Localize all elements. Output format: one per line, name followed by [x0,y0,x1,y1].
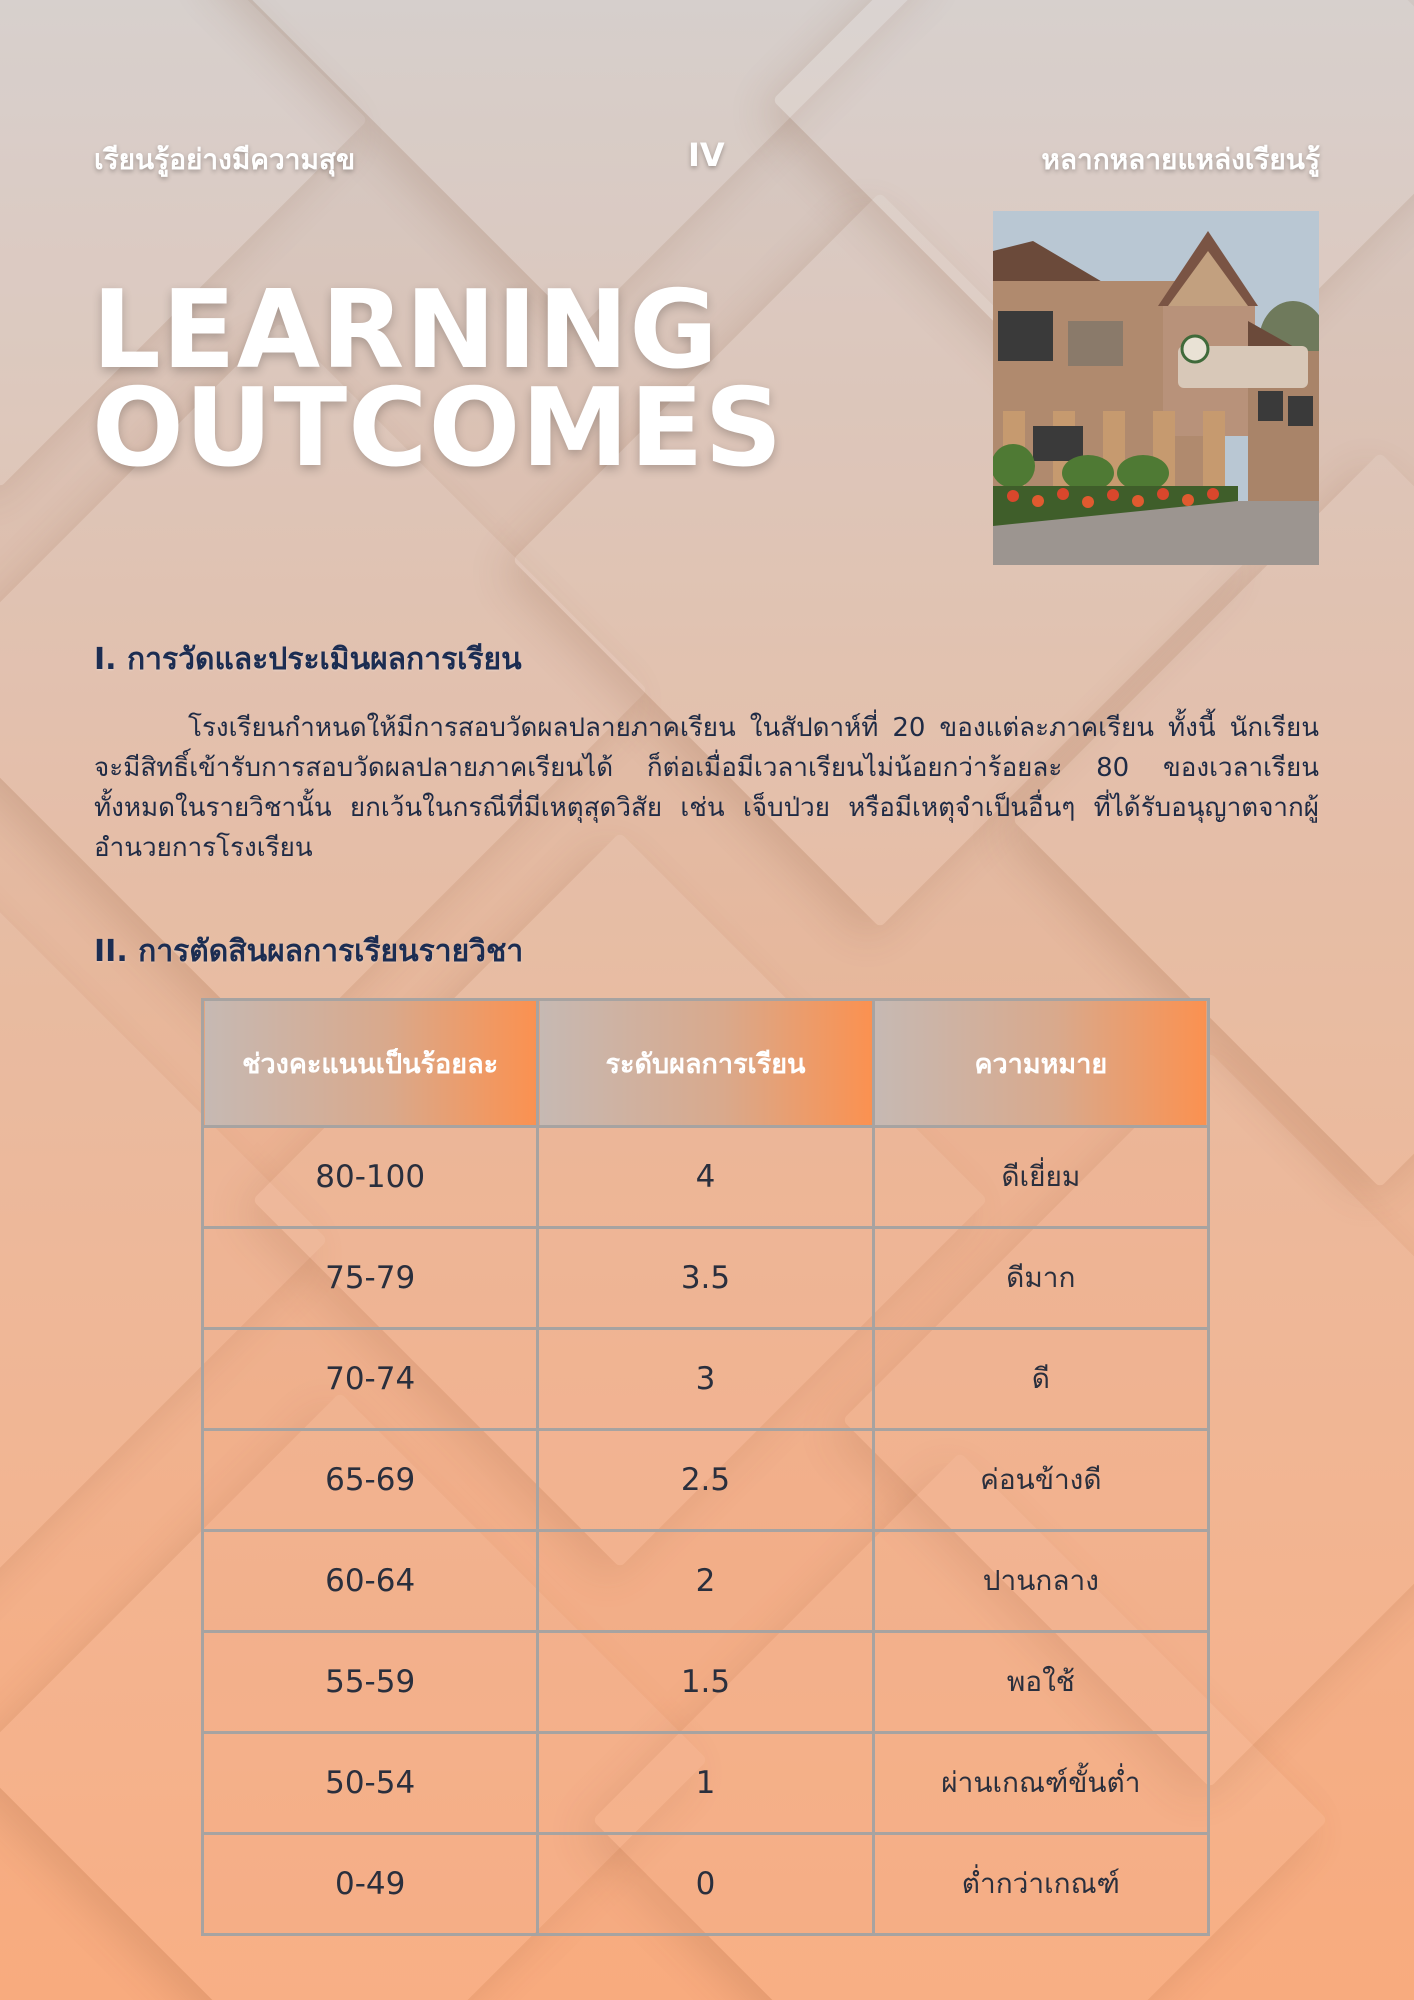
table-row [203,1834,1209,1935]
meaning-cell: ค่อนข้างดี [873,1430,1208,1531]
table-row [203,1127,1209,1228]
table-header-row [203,1000,1209,1127]
meaning-cell: ดีเยี่ยม [873,1127,1208,1228]
meaning-cell: ต่ำกว่าเกณฑ์ [873,1834,1208,1935]
grade-cell: 1.5 [538,1632,873,1733]
page-title-line-1: LEARNING [92,268,719,393]
table-row [203,1430,1209,1531]
table-row [203,1531,1209,1632]
page-title [92,268,784,491]
page-number: IV [688,136,725,174]
score-range-cell: 0-49 [203,1834,538,1935]
page-title-line-2: OUTCOMES [92,366,784,491]
column-header-grade: ระดับผลการเรียน [538,1000,873,1127]
score-range-cell: 80-100 [203,1127,538,1228]
grade-cell: 4 [538,1127,873,1228]
header-tagline-right: หลากหลายแหล่งเรียนรู้ [1041,143,1320,176]
grading-table [201,998,1210,1936]
meaning-cell: ผ่านเกณฑ์ขั้นต่ำ [873,1733,1208,1834]
grade-cell: 3 [538,1329,873,1430]
section-heading-grading: II. การตัดสินผลการเรียนรายวิชา [94,934,524,969]
grade-cell: 3.5 [538,1228,873,1329]
score-range-cell: 65-69 [203,1430,538,1531]
grade-cell: 2.5 [538,1430,873,1531]
score-range-cell: 50-54 [203,1733,538,1834]
score-range-cell: 60-64 [203,1531,538,1632]
assessment-paragraph: โรงเรียนกำหนดให้มีการสอบวัดผลปลายภาคเรียน ในสัปดาห์ที่ 20 ของแต่ละภาคเรียน ทั้งนี้ นักเรียนจะมีสิทธิ์เข้ารับการสอบวัดผลปลายภาคเรียนได้ ก็ต่อเมื่อมีเวลาเรียนไม่น้อยกว่าร้อยละ 80 ของเวลาเรียนทั้งหมดในรายวิชานั้น ยกเว้นในกรณีที่มีเหตุสุดวิสัย เช่น เจ็บป่วย หรือมีเหตุจำเป็นอื่นๆ ที่ได้รับอนุญาตจากผู้อำนวยการโรงเรียน [94,713,1319,863]
meaning-cell: ดีมาก [873,1228,1208,1329]
score-range-cell: 75-79 [203,1228,538,1329]
column-header-meaning: ความหมาย [873,1000,1208,1127]
header-tagline-left: เรียนรู้อย่างมีความสุข [94,143,356,176]
meaning-cell: พอใช้ [873,1632,1208,1733]
meaning-cell: ปานกลาง [873,1531,1208,1632]
grade-cell: 1 [538,1733,873,1834]
grade-cell: 2 [538,1531,873,1632]
section-heading-assessment: I. การวัดและประเมินผลการเรียน [94,642,522,677]
grade-cell: 0 [538,1834,873,1935]
school-building-photo [993,211,1319,565]
table-row [203,1329,1209,1430]
column-header-score-range: ช่วงคะแนนเป็นร้อยละ [203,1000,538,1127]
meaning-cell: ดี [873,1329,1208,1430]
score-range-cell: 70-74 [203,1329,538,1430]
table-row [203,1632,1209,1733]
score-range-cell: 55-59 [203,1632,538,1733]
table-row [203,1733,1209,1834]
table-row [203,1228,1209,1329]
